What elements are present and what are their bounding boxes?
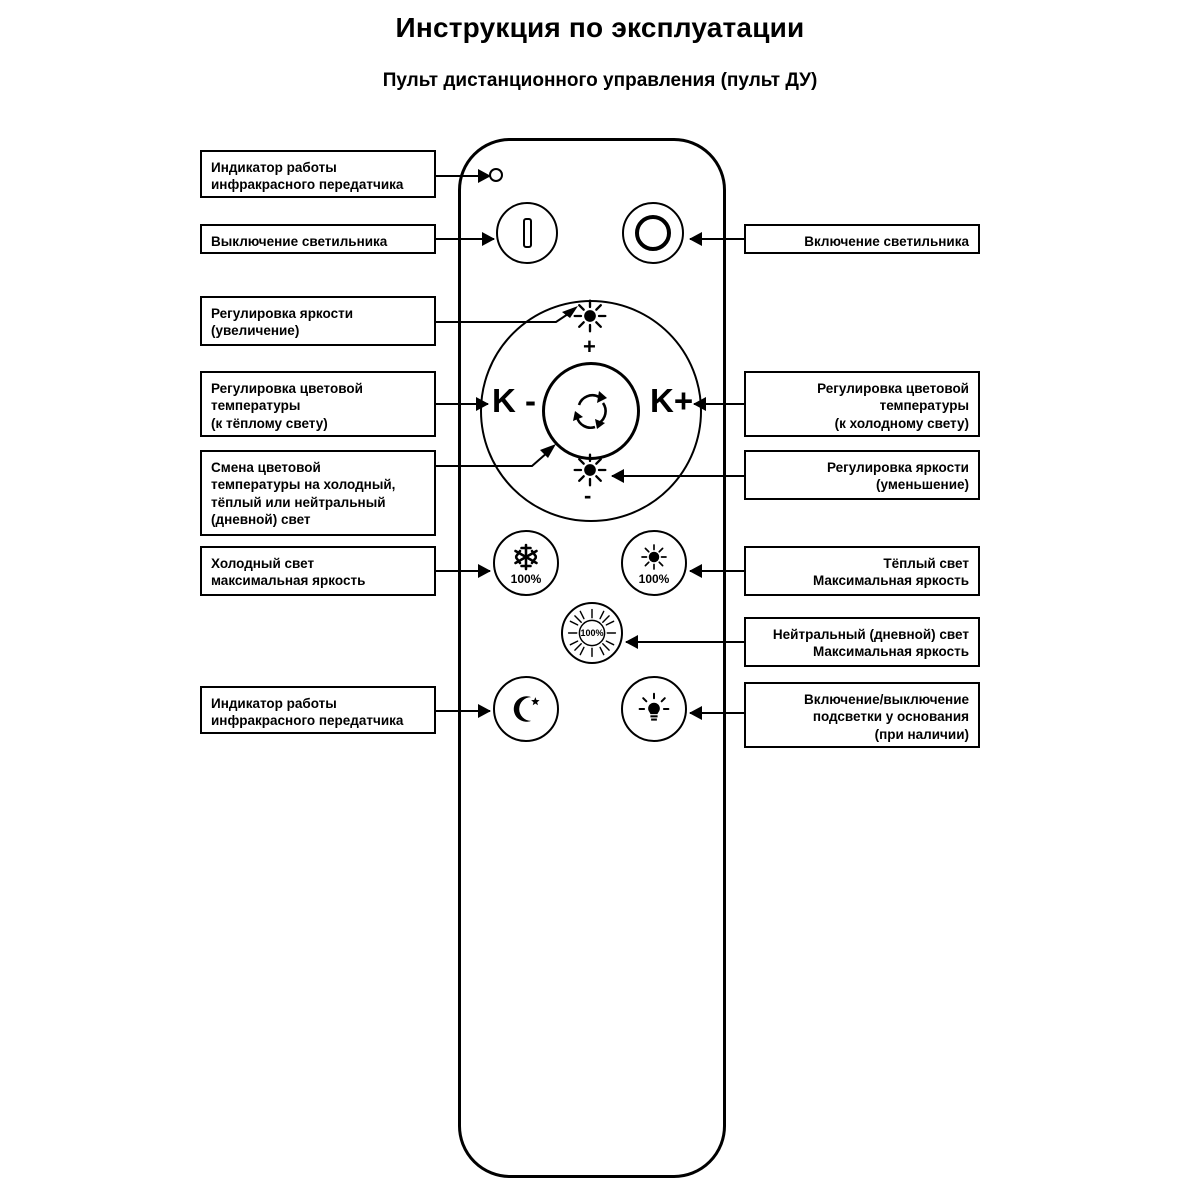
leader-brightness-down (612, 475, 744, 477)
arrow-head-icon (478, 704, 491, 718)
arrow-head-icon (482, 232, 495, 246)
leader-base-backlight (690, 712, 744, 714)
leader-power-off (436, 238, 494, 240)
base-backlight-button[interactable] (621, 676, 687, 742)
power-on-button[interactable] (622, 202, 684, 264)
leader-warm-max (690, 570, 744, 572)
leader-color-cycle (436, 430, 576, 480)
warm-light-max-button[interactable] (621, 530, 687, 596)
arrow-head-icon (478, 169, 491, 183)
label-night-mode: Индикатор работы инфракрасного передатчика (200, 686, 436, 734)
neutral-max-percent: 100% (580, 627, 604, 638)
leader-neutral-max (626, 641, 744, 643)
power-off-icon (523, 218, 532, 248)
cool-light-max-button[interactable] (493, 530, 559, 596)
arrow-head-icon (476, 397, 489, 411)
warm-max-percent: 100% (638, 571, 670, 586)
label-power-off: Выключение светильника (200, 224, 436, 254)
leader-power-on (690, 238, 744, 240)
label-color-cycle: Смена цветовой температуры на холодный, тёплый или нейтральный (дневной) свет (200, 450, 436, 536)
leader-brightness-up (436, 300, 576, 340)
ir-led-dot-icon (489, 168, 503, 182)
label-cool-max: Холодный свет максимальная яркость (200, 546, 436, 596)
color-temp-cold-button[interactable]: K+ (650, 382, 694, 419)
leader-night-mode (436, 710, 490, 712)
sun-brightness-up-icon[interactable] (572, 298, 608, 334)
label-base-backlight: Включение/выключение подсветки у основания (при наличии) (744, 682, 980, 748)
arrow-head-icon (689, 706, 702, 720)
neutral-light-max-button[interactable] (561, 602, 623, 664)
arrow-head-icon (693, 397, 706, 411)
power-on-icon (635, 215, 671, 251)
label-color-temp-warm: Регулировка цветовой температуры (к тёплому свету) (200, 371, 436, 437)
arrow-head-icon (478, 564, 491, 578)
sun-brightness-down-icon[interactable] (572, 452, 608, 488)
label-warm-max: Тёплый свет Максимальная яркость (744, 546, 980, 596)
label-color-temp-cold: Регулировка цветовой температуры (к холодному свету) (744, 371, 980, 437)
leader-color-temp-warm (436, 403, 488, 405)
arrow-head-icon (689, 232, 702, 246)
cool-max-percent: 100% (510, 571, 542, 586)
leader-cool-max (436, 570, 490, 572)
page-subtitle: Пульт дистанционного управления (пульт ДУ) (382, 70, 818, 91)
label-power-on: Включение светильника (744, 224, 980, 254)
night-mode-button[interactable] (493, 676, 559, 742)
label-neutral-max: Нейтральный (дневной) свет Максимальная яркость (744, 617, 980, 667)
label-brightness-down: Регулировка яркости (уменьшение) (744, 450, 980, 500)
arrow-head-icon (689, 564, 702, 578)
page-title: Инструкция по эксплуатации (395, 12, 805, 43)
label-brightness-up: Регулировка яркости (увеличение) (200, 296, 436, 346)
arrow-head-icon (611, 469, 624, 483)
base-backlight-bulb-icon (636, 691, 672, 727)
snowflake-cool-light-icon (511, 542, 541, 572)
warm-sun-icon (639, 542, 669, 572)
label-ir-indicator-top: Индикатор работы инфракрасного передатчика (200, 150, 436, 198)
leader-ir-indicator-top (436, 175, 490, 177)
brightness-minus-label: - (584, 483, 592, 508)
power-off-button[interactable] (496, 202, 558, 264)
brightness-plus-label: + (583, 334, 596, 359)
leader-color-temp-cold (694, 403, 744, 405)
arrow-head-icon (625, 635, 638, 649)
color-temp-warm-button[interactable]: K - (492, 382, 536, 419)
moon-night-mode-icon (509, 692, 543, 726)
